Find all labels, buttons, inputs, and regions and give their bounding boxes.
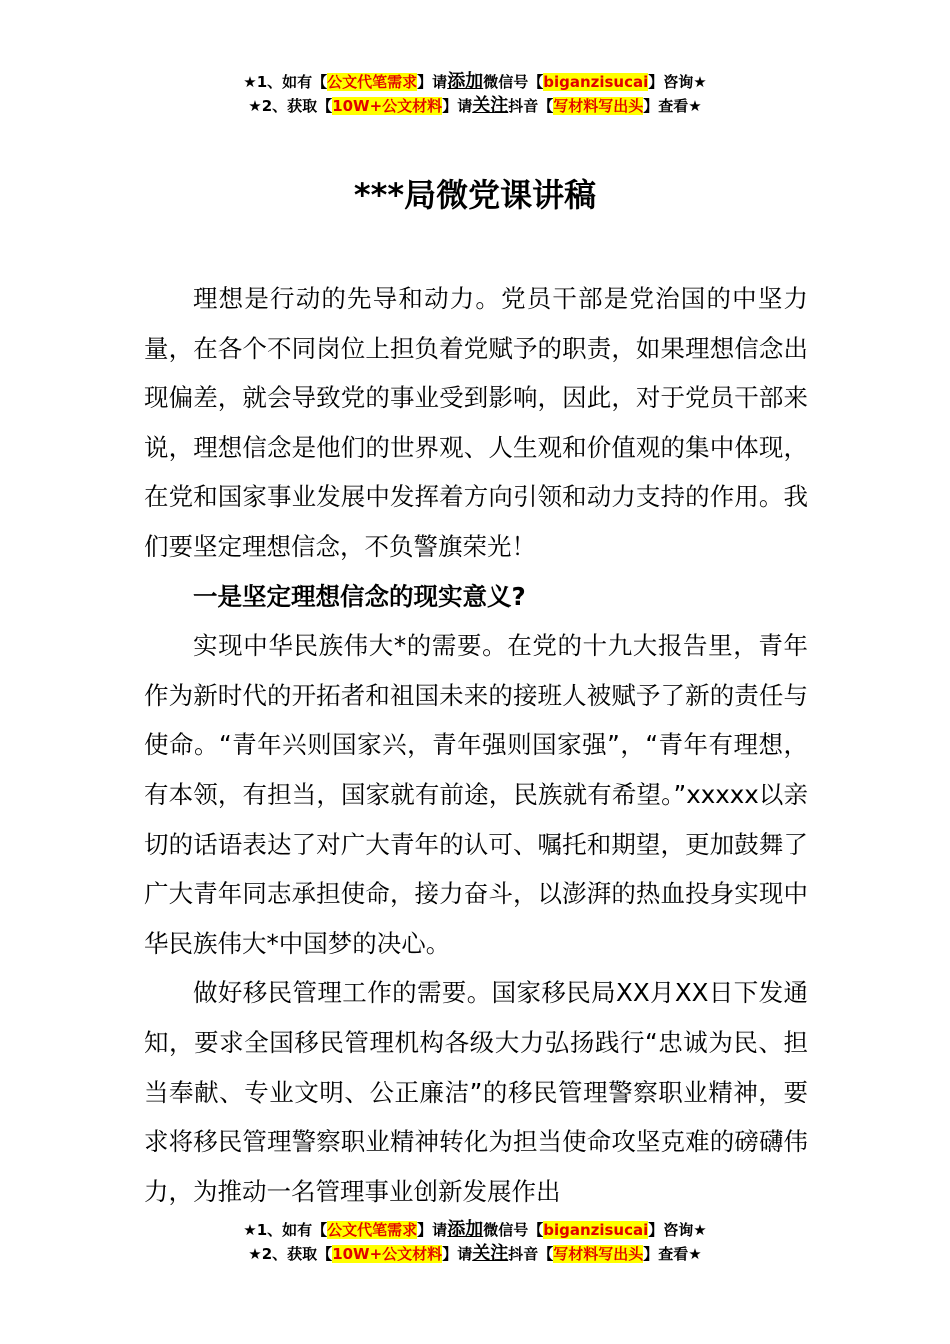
banner-line-1 xyxy=(0,1218,950,1242)
banner-line-2 xyxy=(0,94,950,118)
banner-highlight: 公文代笔需求 xyxy=(327,1221,418,1239)
banner-underlined: 关注 xyxy=(472,95,509,116)
paragraph: 实现中华民族伟大*的需要。在党的十九大报告里，青年作为新时代的开拓者和祖国未来的接班人被赋予了新的责任与使命。“青年兴则国家兴，青年强则国家强”，“青年有理想，有本领，有担当，国家就有前途，民族就有希望。”xxxxx以亲切的话语表达了对广大青年的认可、嘱托和期望，更加鼓舞了广大青年同志承担使命，接力奋斗，以澎湃的热血投身实现中华民族伟大*中国梦的决心。 xyxy=(144,631,808,958)
banner-highlight: biganzisucai xyxy=(543,73,649,91)
banner-text: 微信号【 xyxy=(483,1221,544,1239)
banner-text: ★1、如有【 xyxy=(243,1221,328,1239)
banner-text: 】查看★ xyxy=(643,1245,702,1263)
banner-highlight: 写材料写出头 xyxy=(553,1245,644,1263)
bottom-banner xyxy=(0,1218,950,1266)
banner-highlight: 公文代笔需求 xyxy=(327,73,418,91)
paragraph: 做好移民管理工作的需要。国家移民局XX月XX日下发通知，要求全国移民管理机构各级大力弘扬践行“忠诚为民、担当奉献、专业文明、公正廉洁”的移民管理警察职业精神，要求将移民管理警察职业精神转化为担当使命攻坚克难的磅礴伟力，为推动一名管理事业创新发展作出 xyxy=(144,978,808,1206)
banner-text: 抖音【 xyxy=(508,97,554,115)
paragraph: 理想是行动的先导和动力。党员干部是党治国的中坚力量，在各个不同岗位上担负着党赋予的职责，如果理想信念出现偏差，就会导致党的事业受到影响，因此，对于党员干部来说，理想信念是他们的世界观、人生观和价值观的集中体现，在党和国家事业发展中发挥着方向引领和动力支持的作用。我们要坚定理想信念，不负警旗荣光！ xyxy=(144,284,808,561)
banner-text: ★1、如有【 xyxy=(243,73,328,91)
banner-highlight: 写材料写出头 xyxy=(553,97,644,115)
document-body xyxy=(144,274,808,1216)
banner-text: 】咨询★ xyxy=(648,1221,707,1239)
banner-text: 】查看★ xyxy=(643,97,702,115)
banner-text: ★2、获取【 xyxy=(248,1245,333,1263)
banner-line-2 xyxy=(0,1242,950,1266)
banner-text: 】咨询★ xyxy=(648,73,707,91)
banner-text: 】请 xyxy=(442,1245,473,1263)
document-title: ***局微党课讲稿 xyxy=(353,176,597,214)
banner-text: 】请 xyxy=(417,1221,448,1239)
banner-text: 微信号【 xyxy=(483,73,544,91)
banner-highlight: 10W+公文材料 xyxy=(332,97,443,115)
section-heading: 一是坚定理想信念的现实意义? xyxy=(193,581,526,611)
banner-underlined: 关注 xyxy=(472,1243,509,1264)
banner-highlight: biganzisucai xyxy=(543,1221,649,1239)
banner-text: 】请 xyxy=(417,73,448,91)
banner-text: ★2、获取【 xyxy=(248,97,333,115)
banner-underlined: 添加 xyxy=(447,71,484,92)
banner-text: 抖音【 xyxy=(508,1245,554,1263)
top-banner xyxy=(0,70,950,118)
banner-highlight: 10W+公文材料 xyxy=(332,1245,443,1263)
banner-text: 】请 xyxy=(442,97,473,115)
banner-line-1 xyxy=(0,70,950,94)
banner-underlined: 添加 xyxy=(447,1219,484,1240)
